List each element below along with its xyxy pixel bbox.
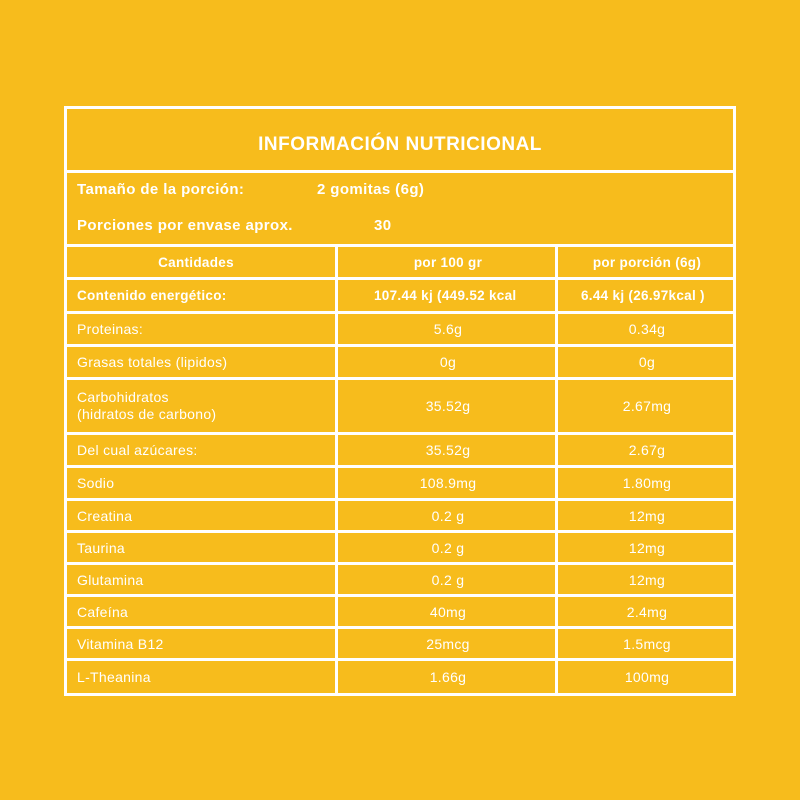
table-row [67,565,733,597]
row-label: Sodio [77,475,115,491]
row-per-serving: 100mg [624,669,670,685]
row-per-serving: 12mg [628,507,666,524]
servings-per-pack-label: Porciones por envase aprox. [77,217,293,234]
row-per-100g: 0.2 g [431,571,465,588]
row-per-100g: 0g [439,354,457,370]
row-per-serving: 12mg [628,539,666,556]
row-label: Taurina [77,539,126,556]
row-label-line1: Carbohidratos [77,389,169,405]
row-per-serving: 0.34g [628,321,666,337]
row-per-100g: 1.66g [429,669,467,685]
row-per-serving: 0g [638,354,656,370]
header-per-serving: por porción (6g) [592,254,702,270]
serving-size-line [77,181,425,198]
row-label [77,380,335,432]
row-per-serving: 2.4mg [626,603,668,620]
row-label: Vitamina B12 [77,635,164,652]
row-per-serving: 1.80mg [622,475,672,491]
header-per-100g: por 100 gr [413,254,483,270]
table-row [67,314,733,347]
table-row [67,380,733,435]
servings-per-pack-value: 30 [374,217,392,234]
row-per-serving: 2.67g [628,442,666,458]
panel-title: INFORMACIÓN NUTRICIONAL [67,109,733,173]
table-row [67,347,733,380]
row-per-serving: 2.67mg [622,398,672,414]
row-per-100g: 107.44 kj (449.52 kcal [374,288,517,303]
row-label: Del cual azúcares: [77,442,198,458]
row-label: Cafeína [77,603,129,620]
row-per-100g: 25mcg [426,635,470,652]
servings-per-pack-line [77,217,392,234]
row-label-two-line [77,389,216,423]
row-per-serving: 6.44 kj (26.97kcal ) [581,288,705,303]
row-label-line2: (hidratos de carbono) [77,406,217,422]
row-label: Creatina [77,507,133,524]
row-per-serving: 1.5mcg [623,635,671,652]
serving-info [67,173,733,247]
serving-size-value: 2 gomitas (6g) [317,181,425,198]
row-per-100g: 108.9mg [419,475,477,491]
row-label: L-Theanina [77,669,151,685]
row-per-100g: 0.2 g [431,539,465,556]
row-per-100g: 5.6g [433,321,463,337]
row-per-100g: 0.2 g [431,507,465,524]
table-row [67,501,733,533]
row-label: Contenido energético: [77,288,227,303]
table-row [67,533,733,565]
row-label: Proteinas: [77,321,144,337]
row-per-serving: 12mg [628,571,666,588]
table-header-row [67,247,733,280]
row-per-100g: 35.52g [425,398,471,414]
row-label: Glutamina [77,571,144,588]
nutrition-table [67,247,733,693]
row-per-100g: 35.52g [425,442,471,458]
table-row [67,597,733,629]
header-cantidades: Cantidades [158,254,234,270]
row-label: Grasas totales (lipidos) [77,354,228,370]
table-row [67,661,733,693]
table-row [67,468,733,501]
row-per-100g: 40mg [429,603,467,620]
table-row [67,629,733,661]
table-row-energy [67,280,733,314]
serving-size-label: Tamaño de la porción: [77,181,245,198]
table-row [67,435,733,468]
nutrition-facts-panel [64,106,736,696]
